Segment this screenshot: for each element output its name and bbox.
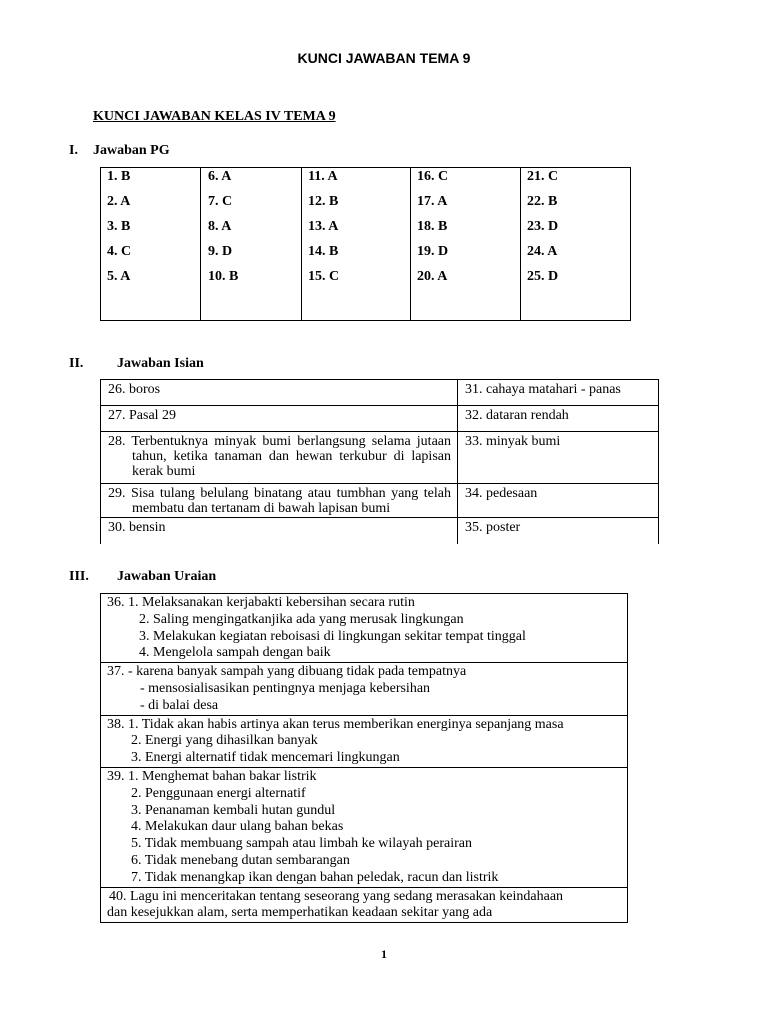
mc-answer-cell: 21. C [527, 169, 559, 184]
section-3-label: Jawaban Uraian [117, 569, 217, 584]
answer-line: 3. Penanaman kembali hutan gundul [131, 802, 336, 818]
section-3-number: III. [69, 569, 89, 584]
answer-line: 39. 1. Menghemat bahan bakar listrik [107, 768, 317, 784]
section-2-label: Jawaban Isian [117, 356, 204, 371]
answer-35: 35. poster [458, 518, 659, 544]
answer-line: - mensosialisasikan pentingnya menjaga kebersihan [140, 680, 431, 696]
mc-answer-cell: 18. B [417, 219, 448, 234]
mc-answer-cell: 8. A [208, 219, 232, 234]
answer-line: 4. Mengelola sampah dengan baik [139, 645, 331, 661]
answer-line: 2. Penggunaan energi alternatif [131, 785, 306, 801]
answer-32: 32. dataran rendah [458, 406, 659, 432]
table-row [101, 767, 628, 887]
answer-line: 7. Tidak menangkap ikan dengan bahan peledak, racun dan listrik [131, 869, 499, 885]
mc-answer-cell: 24. A [527, 244, 558, 259]
table-row [101, 406, 659, 432]
answer-37 [101, 663, 628, 715]
mc-answer-cell: 3. B [107, 219, 131, 234]
answer-28: 28. Terbentuknya minyak bumi berlangsung selama jutaan tahun, ketika tanaman dan hewan terkubur di lapisan kerak bumi [108, 434, 451, 479]
answer-line: 3. Energi alternatif tidak mencemari lingkungan [131, 750, 400, 766]
mc-answer-cell: 16. C [417, 169, 449, 184]
answer-line: - di balai desa [140, 697, 219, 713]
mc-answer-cell: 5. A [107, 269, 131, 284]
table-row [101, 432, 659, 484]
section-1-number: I. [69, 143, 78, 158]
page-number: 1 [381, 947, 387, 961]
answer-line: 37. - karena banyak sampah yang dibuang tidak pada tempatnya [107, 664, 467, 680]
answer-line: dan kesejukkan alam, serta memperhatikan keadaan sekitar yang ada [107, 905, 493, 921]
mc-answer-cell: 20. A [417, 269, 448, 284]
section-2-number: II. [69, 356, 84, 371]
answer-39 [101, 767, 628, 887]
answer-26: 26. boros [101, 380, 458, 406]
answer-line: 6. Tidak menebang dutan sembarangan [131, 852, 350, 868]
answer-34: 34. pedesaan [458, 484, 659, 518]
multiple-choice-answer-grid [100, 167, 631, 321]
answer-29: 29. Sisa tulang belulang binatang atau tumbhan yang telah membatu dan tertanam di bawah lapisan bumi [108, 486, 451, 516]
table-row [101, 663, 628, 715]
mc-answer-cell: 22. B [527, 194, 558, 209]
answer-36 [101, 594, 628, 663]
mc-answer-cell: 6. A [208, 169, 232, 184]
table-row [101, 715, 628, 767]
table-row [101, 887, 628, 923]
table-row [101, 594, 628, 663]
answer-line: 38. 1. Tidak akan habis artinya akan terus memberikan energinya sepanjang masa [107, 716, 564, 732]
answer-40 [101, 887, 628, 923]
mc-answer-cell: 7. C [208, 194, 233, 209]
page-header-title: KUNCI JAWABAN TEMA 9 [297, 50, 471, 66]
mc-answer-cell: 15. C [308, 269, 340, 284]
answer-30: 30. bensin [101, 518, 458, 544]
mc-answer-cell: 23. D [527, 219, 559, 234]
mc-answer-cell: 10. B [208, 269, 239, 284]
answer-line: 36. 1. Melaksanakan kerjabakti kebersihan secara rutin [107, 595, 415, 610]
answer-31: 31. cahaya matahari - panas [458, 380, 659, 406]
mc-answer-cell: 12. B [308, 194, 339, 209]
mc-answer-cell: 14. B [308, 244, 339, 259]
mc-answer-cell: 17. A [417, 194, 448, 209]
fill-in-answer-table [100, 379, 659, 544]
mc-answer-cell: 2. A [107, 194, 131, 209]
mc-answer-cell: 11. A [308, 169, 338, 184]
answer-line: 4. Melakukan daur ulang bahan bekas [131, 819, 344, 835]
mc-answer-cell: 9. D [208, 244, 233, 259]
table-row [101, 484, 659, 518]
answer-line: 2. Energi yang dihasilkan banyak [131, 733, 318, 749]
answer-line: 5. Tidak membuang sampah atau limbah ke wilayah perairan [131, 836, 472, 852]
section-1-label: Jawaban PG [93, 143, 170, 158]
mc-answer-cell: 25. D [527, 269, 559, 284]
mc-answer-cell: 4. C [107, 244, 132, 259]
table-row [101, 380, 659, 406]
answer-line: 40. Lagu ini menceritakan tentang seseorang yang sedang merasakan keindahaan [109, 888, 564, 904]
essay-answer-table [100, 593, 628, 923]
document-subtitle: KUNCI JAWABAN KELAS IV TEMA 9 [93, 109, 336, 124]
table-row [101, 518, 659, 544]
answer-27: 27. Pasal 29 [101, 406, 458, 432]
answer-line: 3. Melakukan kegiatan reboisasi di lingkungan sekitar tempat tinggal [139, 628, 526, 644]
mc-answer-cell: 19. D [417, 244, 449, 259]
answer-38 [101, 715, 628, 767]
answer-33: 33. minyak bumi [458, 432, 659, 484]
mc-answer-cell: 1. B [107, 169, 131, 184]
answer-line: 2. Saling mengingatkanjika ada yang merusak lingkungan [139, 611, 464, 627]
mc-answer-cell: 13. A [308, 219, 339, 234]
